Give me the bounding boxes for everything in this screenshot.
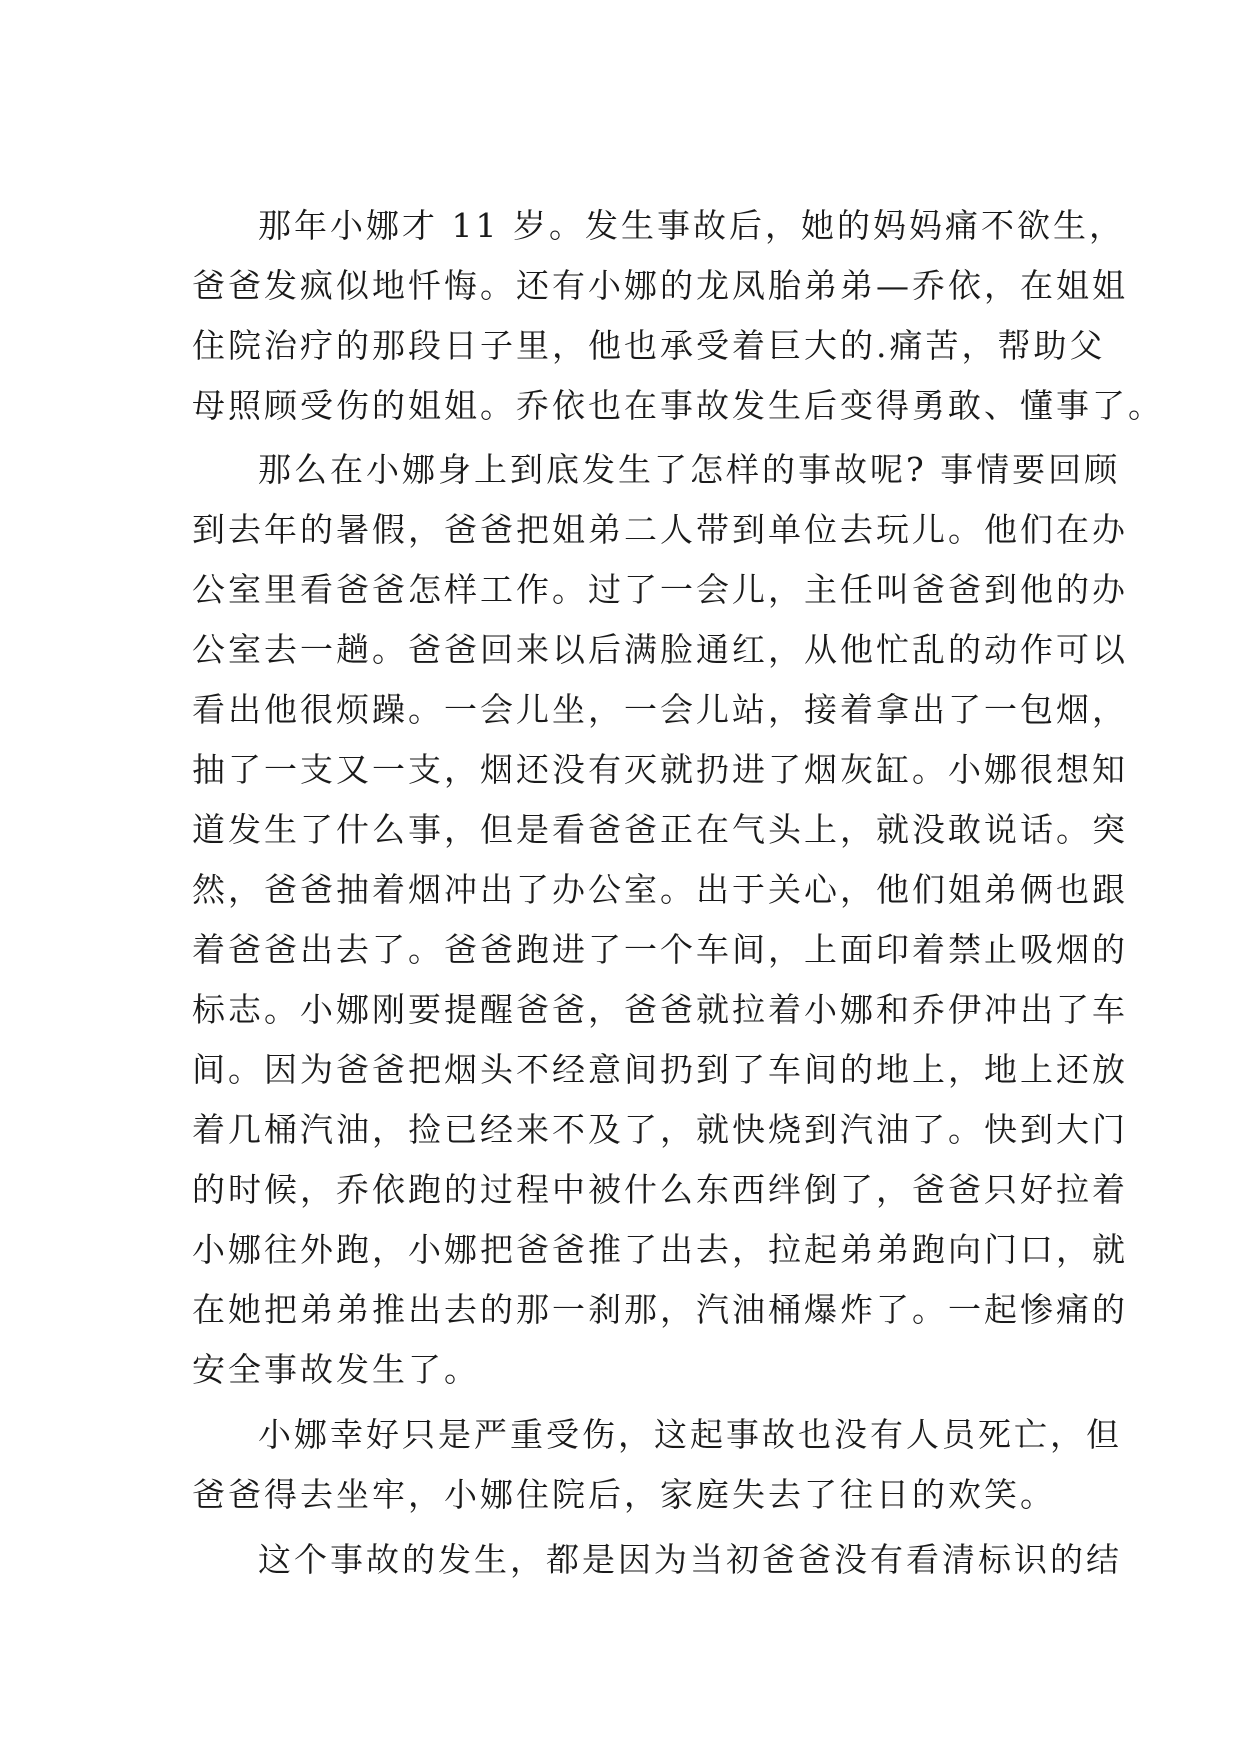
- paragraph: [192, 1530, 1122, 1590]
- text-line: 道发生了什么事，但是看爸爸正在气头上，就没敢说话。突: [192, 810, 1128, 849]
- paragraph: [192, 1405, 1122, 1525]
- body-text: [192, 196, 1164, 1590]
- text-line: 抽了一支又一支，烟还没有灭就扔进了烟灰缸。小娜很想知: [192, 750, 1128, 789]
- text-line: 小娜幸好只是严重受伤，这起事故也没有人员死亡，但: [258, 1415, 1122, 1454]
- text-line: 这个事故的发生，都是因为当初爸爸没有看清标识的结: [258, 1540, 1122, 1579]
- text-line: 然，爸爸抽着烟冲出了办公室。出于关心，他们姐弟俩也跟: [192, 870, 1128, 909]
- text-line: 看出他很烦躁。一会儿坐，一会儿站，接着拿出了一包烟，: [192, 690, 1128, 729]
- paragraph: [192, 440, 1128, 1400]
- text-line: 那年小娜才 11 岁。发生事故后，她的妈妈痛不欲生，: [258, 206, 1125, 245]
- text-line: 那么在小娜身上到底发生了怎样的事故呢? 事情要回顾: [258, 450, 1121, 489]
- paragraph: [192, 196, 1164, 436]
- text-line: 着几桶汽油，捡已经来不及了，就快烧到汽油了。快到大门: [192, 1110, 1128, 1149]
- text-line: 安全事故发生了。: [192, 1350, 480, 1389]
- text-line: 标志。小娜刚要提醒爸爸，爸爸就拉着小娜和乔伊冲出了车: [192, 990, 1128, 1029]
- text-line: 公室去一趟。爸爸回来以后满脸通红，从他忙乱的动作可以: [192, 630, 1128, 669]
- text-line: 住院治疗的那段日子里，他也承受着巨大的.痛苦，帮助父: [192, 326, 1106, 365]
- text-line: 着爸爸出去了。爸爸跑进了一个车间，上面印着禁止吸烟的: [192, 930, 1128, 969]
- text-line: 小娜往外跑，小娜把爸爸推了出去，拉起弟弟跑向门口，就: [192, 1230, 1128, 1269]
- text-line: 公室里看爸爸怎样工作。过了一会儿，主任叫爸爸到他的办: [192, 570, 1128, 609]
- text-line: 母照顾受伤的姐姐。乔依也在事故发生后变得勇敢、懂事了。: [192, 386, 1164, 425]
- text-line: 在她把弟弟推出去的那一刹那，汽油桶爆炸了。一起惨痛的: [192, 1290, 1128, 1329]
- text-line: 的时候，乔依跑的过程中被什么东西绊倒了，爸爸只好拉着: [192, 1170, 1128, 1209]
- text-line: 间。因为爸爸把烟头不经意间扔到了车间的地上，地上还放: [192, 1050, 1128, 1089]
- text-line: 到去年的暑假，爸爸把姐弟二人带到单位去玩儿。他们在办: [192, 510, 1128, 549]
- text-line: 爸爸得去坐牢，小娜住院后，家庭失去了往日的欢笑。: [192, 1475, 1056, 1514]
- text-line: 爸爸发疯似地忏悔。还有小娜的龙凤胎弟弟—乔依，在姐姐: [192, 266, 1128, 305]
